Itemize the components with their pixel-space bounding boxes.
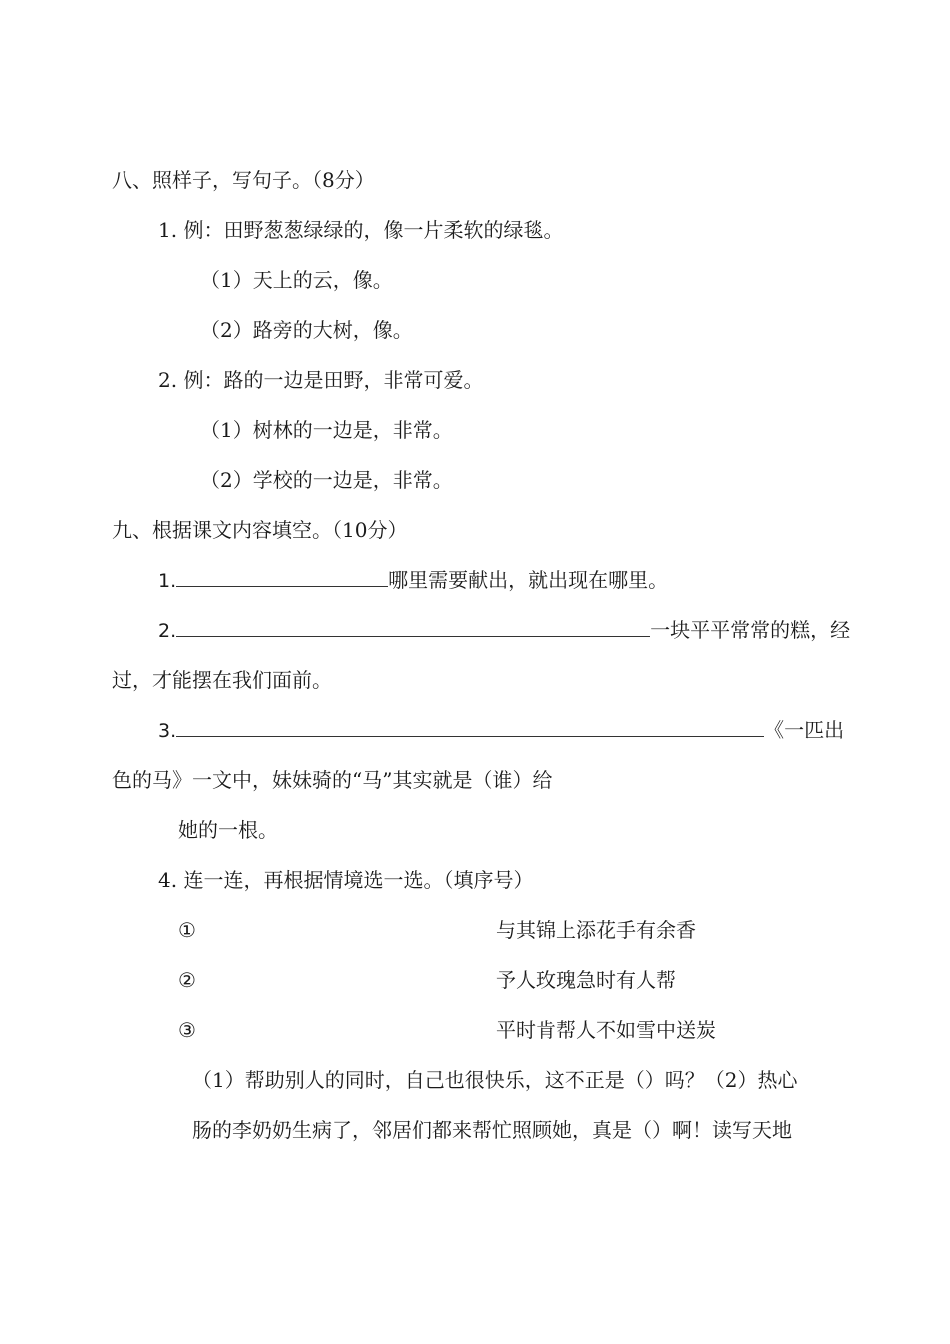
q9-1-blank[interactable] xyxy=(176,568,388,587)
q9-2-blank[interactable] xyxy=(176,618,650,637)
q9-2-text: 一块平平常常的糕，经 xyxy=(650,618,851,642)
q9-3-number: 3. xyxy=(158,720,177,742)
q8-2-answer-1: （1）树林的一边是，非常。 xyxy=(200,418,453,442)
section-9-title: 九、根据课文内容填空。（10分） xyxy=(112,518,408,542)
match-left-2[interactable]: ② xyxy=(178,968,196,992)
q8-2-example: 2. 例：路的一边是田野，非常可爱。 xyxy=(158,368,484,392)
match-right-1[interactable]: 与其锦上添花手有余香 xyxy=(496,918,696,942)
match-right-2[interactable]: 予人玫瑰急时有人帮 xyxy=(496,968,676,992)
q9-4-scenario-line-2: 肠的李奶奶生病了，邻居们都来帮忙照顾她，真是（）啊！读写天地 xyxy=(192,1118,792,1142)
q8-1-answer-1: （1）天上的云，像。 xyxy=(200,268,393,292)
q9-3-text: 《一匹出 xyxy=(764,718,845,742)
q8-1-example: 1. 例：田野葱葱绿绿的，像一片柔软的绿毯。 xyxy=(158,218,564,242)
q9-4-title: 4. 连一连，再根据情境选一选。（填序号） xyxy=(158,868,534,892)
q9-3-continuation: 色的马》一文中，妹妹骑的“马”其实就是（谁）给 xyxy=(112,768,553,792)
section-8-title: 八、照样子，写句子。（8分） xyxy=(112,168,375,192)
q9-2-number: 2. xyxy=(158,620,177,642)
q9-2-continuation: 过，才能摆在我们面前。 xyxy=(112,668,332,692)
q9-4-scenario-line-1: （1）帮助别人的同时，自己也很快乐，这不正是（）吗？（2）热心 xyxy=(192,1068,798,1092)
q8-1-answer-2: （2）路旁的大树，像。 xyxy=(200,318,413,342)
q8-2-answer-2: （2）学校的一边是，非常。 xyxy=(200,468,453,492)
q9-2 xyxy=(158,617,850,644)
q9-3-continuation-2: 她的一根。 xyxy=(178,818,278,842)
match-left-3[interactable]: ③ xyxy=(178,1018,196,1042)
match-left-1[interactable]: ① xyxy=(178,918,196,942)
q9-1 xyxy=(158,567,668,594)
q9-1-number: 1. xyxy=(158,570,177,592)
q9-1-text: 哪里需要献出，就出现在哪里。 xyxy=(388,568,669,592)
q9-3-blank[interactable] xyxy=(176,718,764,737)
match-right-3[interactable]: 平时肯帮人不如雪中送炭 xyxy=(496,1018,716,1042)
q9-3 xyxy=(158,717,844,744)
